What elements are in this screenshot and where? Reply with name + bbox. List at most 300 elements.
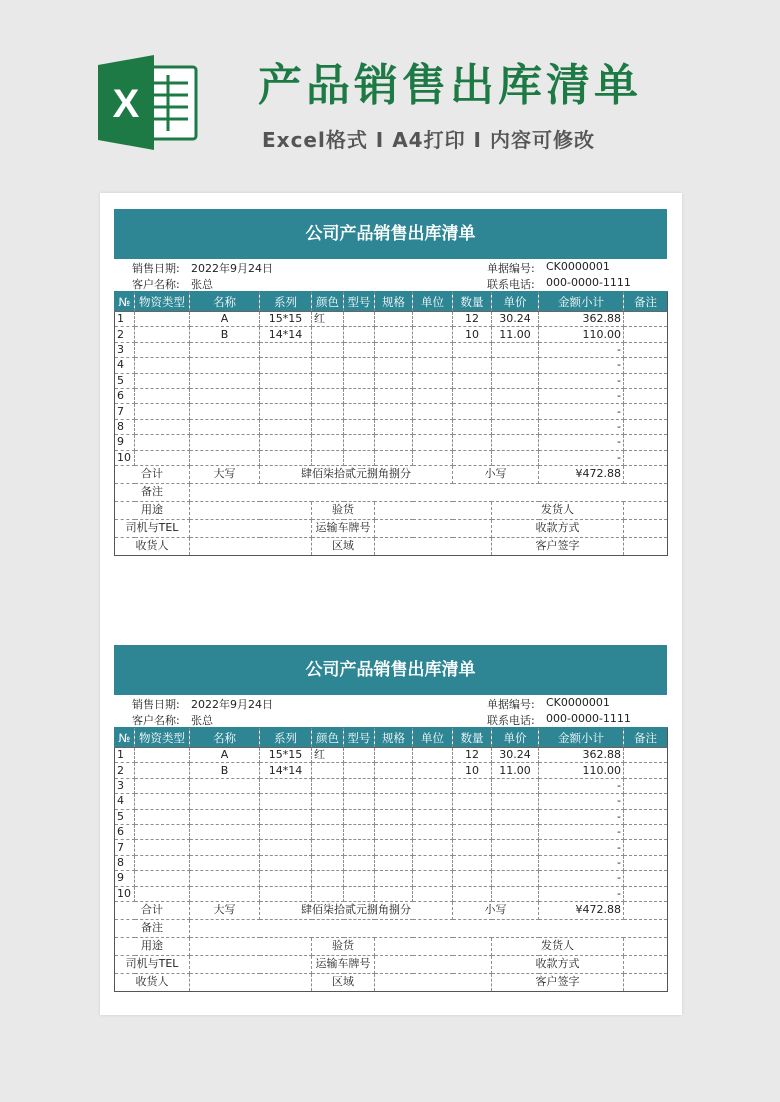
column-header: 金额小计 xyxy=(539,728,624,748)
cell-note xyxy=(624,778,668,793)
cell-amount: - xyxy=(539,809,624,824)
cell-unit xyxy=(413,388,453,403)
column-header: 型号 xyxy=(344,728,375,748)
cell-qty: 12 xyxy=(453,748,492,763)
cell-name xyxy=(190,778,260,793)
cell-amount: - xyxy=(539,342,624,357)
cell-color xyxy=(312,778,344,793)
payment-value xyxy=(624,955,668,973)
cell-name: A xyxy=(190,748,260,763)
cell-type xyxy=(135,748,190,763)
cell-qty: 10 xyxy=(453,763,492,778)
table-row xyxy=(115,794,668,809)
cell-color xyxy=(312,419,344,434)
cell-name xyxy=(190,809,260,824)
cell-model xyxy=(344,794,375,809)
cell-note xyxy=(624,886,668,901)
column-header: 名称 xyxy=(190,292,260,312)
cell-price: 11.00 xyxy=(492,327,539,342)
cell-note xyxy=(624,388,668,403)
cell-color: 红 xyxy=(312,312,344,327)
cell-qty xyxy=(453,871,492,886)
phone-value: 000-0000-1111 xyxy=(546,276,631,289)
sale-date-value: 2022年9月24日 xyxy=(191,262,273,275)
cell-price xyxy=(492,778,539,793)
table-row xyxy=(115,840,668,855)
customer-value: 张总 xyxy=(191,714,213,727)
footer-body xyxy=(115,465,668,555)
remark-value xyxy=(190,919,668,937)
cell-note xyxy=(624,794,668,809)
cell-amount: - xyxy=(539,450,624,465)
cell-note xyxy=(624,809,668,824)
column-header: 颜色 xyxy=(312,292,344,312)
cell-spec xyxy=(375,794,413,809)
cell-color xyxy=(312,373,344,388)
cell-color xyxy=(312,342,344,357)
footer-row xyxy=(115,483,668,501)
cell-series xyxy=(260,778,312,793)
cell-name xyxy=(190,450,260,465)
payment-value xyxy=(624,519,668,537)
cell-type xyxy=(135,404,190,419)
cell-note xyxy=(624,763,668,778)
cell-spec xyxy=(375,435,413,450)
cell-unit xyxy=(413,373,453,388)
cell-price xyxy=(492,855,539,870)
cell-type xyxy=(135,886,190,901)
cell-spec xyxy=(375,388,413,403)
footer-row xyxy=(115,973,668,991)
sales-form xyxy=(114,645,667,992)
cell-unit xyxy=(413,871,453,886)
plate-value xyxy=(375,955,492,973)
cell-price xyxy=(492,419,539,434)
table-row xyxy=(115,809,668,824)
cell-model xyxy=(344,886,375,901)
cell-amount: - xyxy=(539,871,624,886)
column-header: 数量 xyxy=(453,728,492,748)
customer-value: 张总 xyxy=(191,278,213,291)
inspect-label: 验货 xyxy=(312,501,375,519)
cell-type xyxy=(135,373,190,388)
sale-date-value: 2022年9月24日 xyxy=(191,698,273,711)
cell-series xyxy=(260,388,312,403)
remark-label: 备注 xyxy=(115,483,190,501)
page-subtitle: Excel格式 I A4打印 I 内容可修改 xyxy=(262,128,595,152)
table-row xyxy=(115,373,668,388)
cell-qty xyxy=(453,809,492,824)
cell-series: 14*14 xyxy=(260,327,312,342)
cell-name: A xyxy=(190,312,260,327)
cell-price xyxy=(492,373,539,388)
cell-amount: 362.88 xyxy=(539,748,624,763)
cell-model xyxy=(344,312,375,327)
cell-color xyxy=(312,327,344,342)
column-header: 金额小计 xyxy=(539,292,624,312)
table-row xyxy=(115,404,668,419)
driver-label: 司机与TEL xyxy=(115,519,190,537)
cell-series xyxy=(260,419,312,434)
cell-series xyxy=(260,794,312,809)
plate-label: 运输车牌号 xyxy=(312,519,375,537)
cell-name xyxy=(190,419,260,434)
cell-model xyxy=(344,778,375,793)
cell-amount: - xyxy=(539,404,624,419)
area-value xyxy=(375,973,492,991)
cell-unit xyxy=(413,748,453,763)
cell-name xyxy=(190,794,260,809)
cell-name xyxy=(190,855,260,870)
cell-unit xyxy=(413,435,453,450)
cell-spec xyxy=(375,342,413,357)
cell-spec xyxy=(375,840,413,855)
cell-price: 30.24 xyxy=(492,312,539,327)
cell-model xyxy=(344,840,375,855)
receiver-value xyxy=(190,537,312,555)
sign-label: 客户签字 xyxy=(492,973,624,991)
cell-price xyxy=(492,809,539,824)
total-label: 合计 xyxy=(115,465,190,483)
column-header: 数量 xyxy=(453,292,492,312)
cell-qty xyxy=(453,373,492,388)
table-row xyxy=(115,358,668,373)
cell-amount: 362.88 xyxy=(539,312,624,327)
cell-price xyxy=(492,886,539,901)
cell-qty xyxy=(453,794,492,809)
cell-spec xyxy=(375,886,413,901)
form-title: 公司产品销售出库清单 xyxy=(114,209,667,259)
cell-unit xyxy=(413,886,453,901)
cell-series xyxy=(260,450,312,465)
cell-unit xyxy=(413,855,453,870)
cell-series xyxy=(260,404,312,419)
cell-series: 14*14 xyxy=(260,763,312,778)
cell-note xyxy=(624,748,668,763)
payment-label: 收款方式 xyxy=(492,519,624,537)
cell-price xyxy=(492,840,539,855)
page-title: 产品销售出库清单 xyxy=(258,60,642,111)
table-row xyxy=(115,312,668,327)
cell-no: 6 xyxy=(115,824,135,839)
cell-color xyxy=(312,358,344,373)
items-table xyxy=(114,727,668,992)
cell-unit xyxy=(413,404,453,419)
cell-unit xyxy=(413,794,453,809)
cell-series xyxy=(260,809,312,824)
cell-spec xyxy=(375,809,413,824)
cell-no: 2 xyxy=(115,327,135,342)
table-row xyxy=(115,388,668,403)
cell-amount: - xyxy=(539,435,624,450)
cell-note xyxy=(624,342,668,357)
cell-type xyxy=(135,840,190,855)
cell-amount: - xyxy=(539,840,624,855)
cell-series xyxy=(260,855,312,870)
cell-qty xyxy=(453,886,492,901)
cell-price xyxy=(492,404,539,419)
cell-model xyxy=(344,358,375,373)
footer-row xyxy=(115,901,668,919)
table-header-row xyxy=(115,728,668,748)
info-row-date xyxy=(114,695,667,711)
cell-no: 10 xyxy=(115,450,135,465)
cell-no: 5 xyxy=(115,373,135,388)
cell-type xyxy=(135,855,190,870)
cell-no: 7 xyxy=(115,840,135,855)
area-value xyxy=(375,537,492,555)
cell-type xyxy=(135,342,190,357)
cell-series xyxy=(260,871,312,886)
cell-no: 4 xyxy=(115,794,135,809)
column-header: 规格 xyxy=(375,728,413,748)
cell-name xyxy=(190,824,260,839)
cell-spec xyxy=(375,778,413,793)
cell-type xyxy=(135,778,190,793)
cell-note xyxy=(624,404,668,419)
cell-type xyxy=(135,763,190,778)
footer-row xyxy=(115,937,668,955)
cell-amount: - xyxy=(539,794,624,809)
cell-no: 1 xyxy=(115,312,135,327)
cell-spec xyxy=(375,763,413,778)
cell-no: 5 xyxy=(115,809,135,824)
cell-note xyxy=(624,358,668,373)
table-row xyxy=(115,419,668,434)
cell-model xyxy=(344,748,375,763)
cell-price xyxy=(492,824,539,839)
cell-qty xyxy=(453,358,492,373)
table-row xyxy=(115,824,668,839)
inspect-value xyxy=(375,937,492,955)
cell-model xyxy=(344,809,375,824)
cell-note xyxy=(624,419,668,434)
customer-label: 客户名称: xyxy=(132,714,180,727)
cell-note xyxy=(624,840,668,855)
column-header: 备注 xyxy=(624,292,668,312)
cell-amount: - xyxy=(539,778,624,793)
column-header: 颜色 xyxy=(312,728,344,748)
cell-spec xyxy=(375,373,413,388)
cell-model xyxy=(344,450,375,465)
doc-no-label: 单据编号: xyxy=(487,698,535,711)
cell-series xyxy=(260,824,312,839)
sign-label: 客户签字 xyxy=(492,537,624,555)
cell-name: B xyxy=(190,763,260,778)
cell-unit xyxy=(413,824,453,839)
cell-color xyxy=(312,794,344,809)
cell-type xyxy=(135,388,190,403)
cell-series xyxy=(260,358,312,373)
cell-unit xyxy=(413,450,453,465)
cell-spec xyxy=(375,358,413,373)
lower-label: 小写 xyxy=(453,901,539,919)
cell-no: 4 xyxy=(115,358,135,373)
remark-label: 备注 xyxy=(115,919,190,937)
cell-no: 8 xyxy=(115,419,135,434)
cell-spec xyxy=(375,871,413,886)
cell-note xyxy=(624,871,668,886)
cell-amount: - xyxy=(539,358,624,373)
cell-qty xyxy=(453,342,492,357)
table-row xyxy=(115,886,668,901)
cell-no: 7 xyxy=(115,404,135,419)
cell-color xyxy=(312,871,344,886)
doc-no-value: CK0000001 xyxy=(546,696,610,709)
cell-amount: - xyxy=(539,855,624,870)
cell-unit xyxy=(413,327,453,342)
footer-row xyxy=(115,465,668,483)
cell-model xyxy=(344,404,375,419)
shipper-label: 发货人 xyxy=(492,937,624,955)
phone-label: 联系电话: xyxy=(487,714,535,727)
cell-type xyxy=(135,312,190,327)
cell-name xyxy=(190,435,260,450)
column-header: 单位 xyxy=(413,728,453,748)
table-row xyxy=(115,871,668,886)
cell-qty xyxy=(453,450,492,465)
footer-row xyxy=(115,501,668,519)
cell-unit xyxy=(413,342,453,357)
cell-no: 6 xyxy=(115,388,135,403)
purpose-label: 用途 xyxy=(115,937,190,955)
cell-unit xyxy=(413,840,453,855)
cell-unit xyxy=(413,358,453,373)
cell-unit xyxy=(413,312,453,327)
cell-no: 10 xyxy=(115,886,135,901)
cell-price xyxy=(492,871,539,886)
footer-row xyxy=(115,519,668,537)
cell-price xyxy=(492,388,539,403)
purpose-value xyxy=(190,501,312,519)
cell-qty xyxy=(453,855,492,870)
table-row xyxy=(115,435,668,450)
cell-amount: - xyxy=(539,419,624,434)
excel-logo-icon xyxy=(98,55,200,150)
shipper-value xyxy=(624,501,668,519)
receiver-label: 收货人 xyxy=(115,537,190,555)
cell-price xyxy=(492,358,539,373)
cell-color xyxy=(312,824,344,839)
cell-name xyxy=(190,342,260,357)
cell-type xyxy=(135,358,190,373)
column-header: 型号 xyxy=(344,292,375,312)
cell-qty xyxy=(453,840,492,855)
cell-note xyxy=(624,373,668,388)
items-table xyxy=(114,291,668,556)
cell-series xyxy=(260,840,312,855)
inspect-label: 验货 xyxy=(312,937,375,955)
cell-unit xyxy=(413,763,453,778)
upper-label: 大写 xyxy=(190,901,260,919)
cell-amount: - xyxy=(539,388,624,403)
footer-row xyxy=(115,919,668,937)
cell-name xyxy=(190,404,260,419)
cell-series xyxy=(260,373,312,388)
cell-color xyxy=(312,435,344,450)
cell-model xyxy=(344,435,375,450)
cell-model xyxy=(344,855,375,870)
cell-model xyxy=(344,327,375,342)
cell-type xyxy=(135,809,190,824)
cell-qty xyxy=(453,824,492,839)
cell-model xyxy=(344,871,375,886)
cell-model xyxy=(344,763,375,778)
items-body xyxy=(115,728,668,902)
table-row xyxy=(115,342,668,357)
cell-qty xyxy=(453,778,492,793)
cell-unit xyxy=(413,778,453,793)
cell-no: 9 xyxy=(115,871,135,886)
cell-series xyxy=(260,435,312,450)
cell-name xyxy=(190,388,260,403)
doc-no-value: CK0000001 xyxy=(546,260,610,273)
cell-color xyxy=(312,763,344,778)
cell-series xyxy=(260,342,312,357)
cell-note xyxy=(624,824,668,839)
cell-type xyxy=(135,419,190,434)
column-header: 单价 xyxy=(492,728,539,748)
driver-value xyxy=(190,519,312,537)
cell-amount: - xyxy=(539,886,624,901)
cell-name xyxy=(190,373,260,388)
cell-type xyxy=(135,824,190,839)
payment-label: 收款方式 xyxy=(492,955,624,973)
cell-unit xyxy=(413,419,453,434)
cell-spec xyxy=(375,748,413,763)
remark-value xyxy=(190,483,668,501)
table-row xyxy=(115,450,668,465)
logo-letter: X xyxy=(112,82,140,126)
sign-value xyxy=(624,973,668,991)
column-header: 单价 xyxy=(492,292,539,312)
cell-no: 1 xyxy=(115,748,135,763)
cell-type xyxy=(135,871,190,886)
cell-name xyxy=(190,886,260,901)
cell-spec xyxy=(375,312,413,327)
customer-label: 客户名称: xyxy=(132,278,180,291)
inspect-value xyxy=(375,501,492,519)
cell-type xyxy=(135,327,190,342)
cell-color: 红 xyxy=(312,748,344,763)
column-header: 系列 xyxy=(260,728,312,748)
cell-color xyxy=(312,840,344,855)
area-label: 区域 xyxy=(312,973,375,991)
cell-no: 3 xyxy=(115,778,135,793)
info-row-customer xyxy=(114,711,667,727)
cell-color xyxy=(312,404,344,419)
cell-note xyxy=(624,855,668,870)
column-header: 备注 xyxy=(624,728,668,748)
lower-value: ¥472.88 xyxy=(539,901,624,919)
lower-label: 小写 xyxy=(453,465,539,483)
footer-row xyxy=(115,537,668,555)
plate-label: 运输车牌号 xyxy=(312,955,375,973)
purpose-value xyxy=(190,937,312,955)
cell-note xyxy=(624,450,668,465)
cell-model xyxy=(344,388,375,403)
cell-amount: - xyxy=(539,824,624,839)
cell-model xyxy=(344,373,375,388)
blank-cell xyxy=(624,901,668,919)
cell-qty xyxy=(453,388,492,403)
upper-value: 肆佰柒拾贰元捌角捌分 xyxy=(260,465,453,483)
cell-color xyxy=(312,855,344,870)
cell-spec xyxy=(375,855,413,870)
cell-no: 9 xyxy=(115,435,135,450)
footer-body xyxy=(115,901,668,991)
cell-price: 11.00 xyxy=(492,763,539,778)
